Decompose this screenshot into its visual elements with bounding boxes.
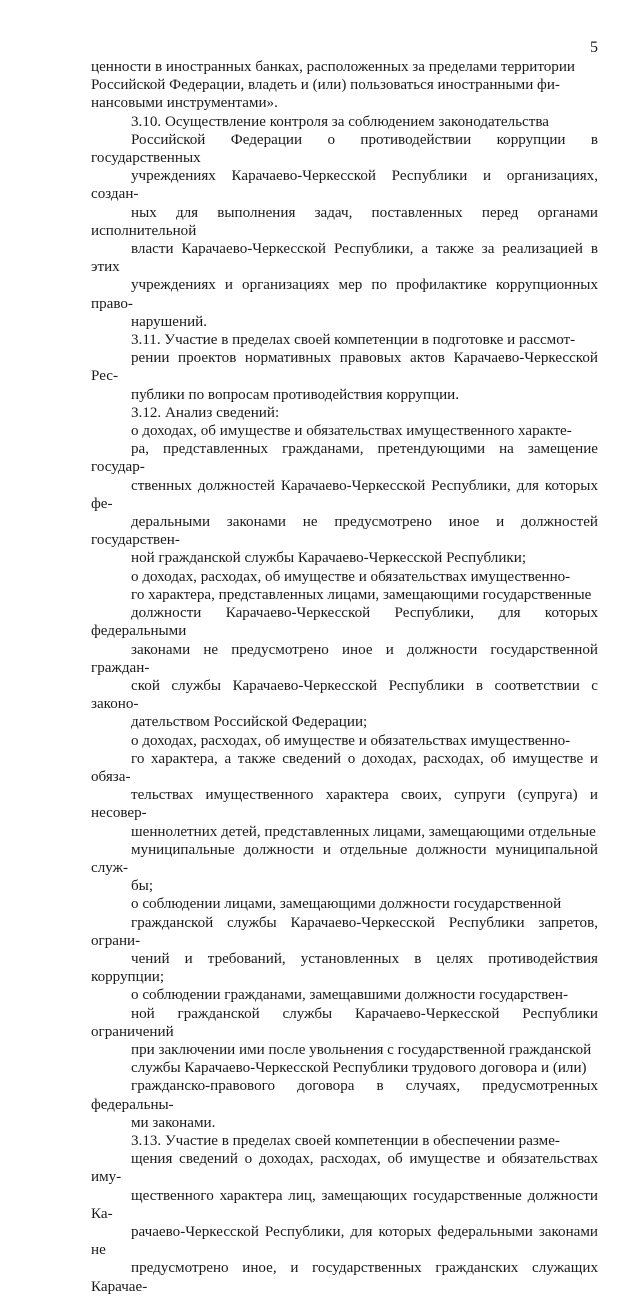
- text-line: предусмотрено иное, и государственных гражданских служащих Карачае-: [91, 1260, 598, 1295]
- text-line: го характера, а также сведений о доходах, расходах, об имуществе и обяза-: [91, 750, 598, 785]
- text-line: нансовыми инструментами».: [91, 95, 278, 112]
- text-line: Российской Федерации о противодействии коррупции в государственных: [91, 131, 598, 167]
- text-line: шеннолетних детей, представленных лицами, замещающими отдельные: [131, 823, 596, 840]
- page-number: 5: [590, 39, 598, 56]
- text-line: муниципальные должности и отдельные должности муниципальной служ-: [91, 841, 598, 876]
- text-line: деральными законами не предусмотрено иное и должностей государствен-: [91, 514, 598, 549]
- text-line: 3.13. Участие в пределах своей компетенции в обеспечении разме-: [131, 1132, 560, 1149]
- text-line: ственных должностей Карачаево-Черкесской Республики, для которых фе-: [91, 477, 598, 512]
- text-line: о соблюдении гражданами, замещавшими должности государствен-: [131, 987, 568, 1004]
- text-line: гражданско-правового договора в случаях, предусмотренных федеральны-: [91, 1078, 598, 1113]
- text-line: учреждениях Карачаево-Черкесской Республики и организациях, создан-: [91, 168, 598, 203]
- text-line: должности Карачаево-Черкесской Республики, для которых федеральными: [91, 605, 598, 640]
- text-line: 3.12. Анализ сведений:: [131, 404, 280, 421]
- text-line: гражданской службы Карачаево-Черкесской Республики запретов, ограни-: [91, 914, 598, 949]
- text-line: дательством Российской Федерации;: [131, 714, 368, 731]
- paragraph-p-3-12-a: [91, 422, 598, 568]
- paragraph-p-3-13: [91, 1132, 598, 1296]
- text-line: 3.10. Осуществление контроля за соблюдением законодательства: [131, 113, 549, 130]
- document-body: [91, 58, 598, 1296]
- text-line: ной гражданской службы Карачаево-Черкесской Республики;: [131, 550, 527, 567]
- paragraph-p-3-12-d: [91, 895, 598, 986]
- text-line: публики по вопросам противодействия коррупции.: [131, 386, 460, 403]
- text-line: службы Карачаево-Черкесской Республики трудового договора и (или): [131, 1060, 587, 1077]
- text-line: 3.11. Участие в пределах своей компетенции в подготовке и рассмот-: [131, 332, 576, 349]
- paragraph-p-3-11: [91, 331, 598, 404]
- text-line: о соблюдении лицами, замещающими должности государственной: [131, 896, 562, 913]
- text-line: нарушений.: [131, 313, 207, 330]
- text-line: тельствах имущественного характера своих, супруги (супруга) и несовер-: [91, 787, 598, 822]
- text-line: законами не предусмотрено иное и должности государственной граждан-: [91, 641, 598, 676]
- text-line: щения сведений о доходах, расходах, об имуществе и обязательствах иму-: [91, 1151, 598, 1186]
- text-line: ми законами.: [131, 1114, 216, 1131]
- text-line: щественного характера лиц, замещающих государственные должности Ка-: [91, 1187, 598, 1222]
- paragraph-p-3-12-c: [91, 732, 598, 896]
- text-line: го характера, представленных лицами, замещающими государственные: [131, 586, 592, 603]
- paragraph-p-3-12-e: [91, 986, 598, 1132]
- paragraph-p-3-12: [91, 404, 598, 422]
- text-line: рачаево-Черкесской Республики, для которых федеральными законами не: [91, 1224, 598, 1259]
- text-line: ра, представленных гражданами, претендующими на замещение государ-: [91, 441, 598, 476]
- text-line: рении проектов нормативных правовых актов Карачаево-Черкесской Рес-: [91, 350, 598, 385]
- text-line: учреждениях и организациях мер по профилактике коррупционных право-: [91, 277, 598, 312]
- paragraph-p-3-10: [91, 113, 598, 331]
- text-line: ных для выполнения задач, поставленных перед органами исполнительной: [91, 204, 598, 239]
- text-line: ской службы Карачаево-Черкесской Республики в соответствии с законо-: [91, 677, 598, 713]
- text-line: бы;: [131, 878, 154, 895]
- text-line: чений и требований, установленных в целях противодействия коррупции;: [91, 950, 598, 986]
- text-line: власти Карачаево-Черкесской Республики, а также за реализацией в этих: [91, 241, 598, 276]
- text-line: Российской Федерации, владеть и (или) пользоваться иностранными фи-: [91, 77, 560, 94]
- text-line: ной гражданской службы Карачаево-Черкесской Республики ограничений: [91, 1005, 598, 1040]
- text-line: о доходах, расходах, об имуществе и обязательствах имущественно-: [131, 732, 571, 749]
- paragraph-p-3-12-b: [91, 568, 598, 732]
- text-line: при заключении ими после увольнения с государственной гражданской: [131, 1041, 592, 1058]
- text-line: ценности в иностранных банках, расположенных за пределами территории: [91, 59, 575, 75]
- text-line: о доходах, расходах, об имуществе и обязательствах имущественно-: [131, 568, 571, 585]
- text-line: о доходах, об имуществе и обязательствах имущественного характе-: [131, 423, 572, 440]
- paragraph-cont: [91, 58, 598, 113]
